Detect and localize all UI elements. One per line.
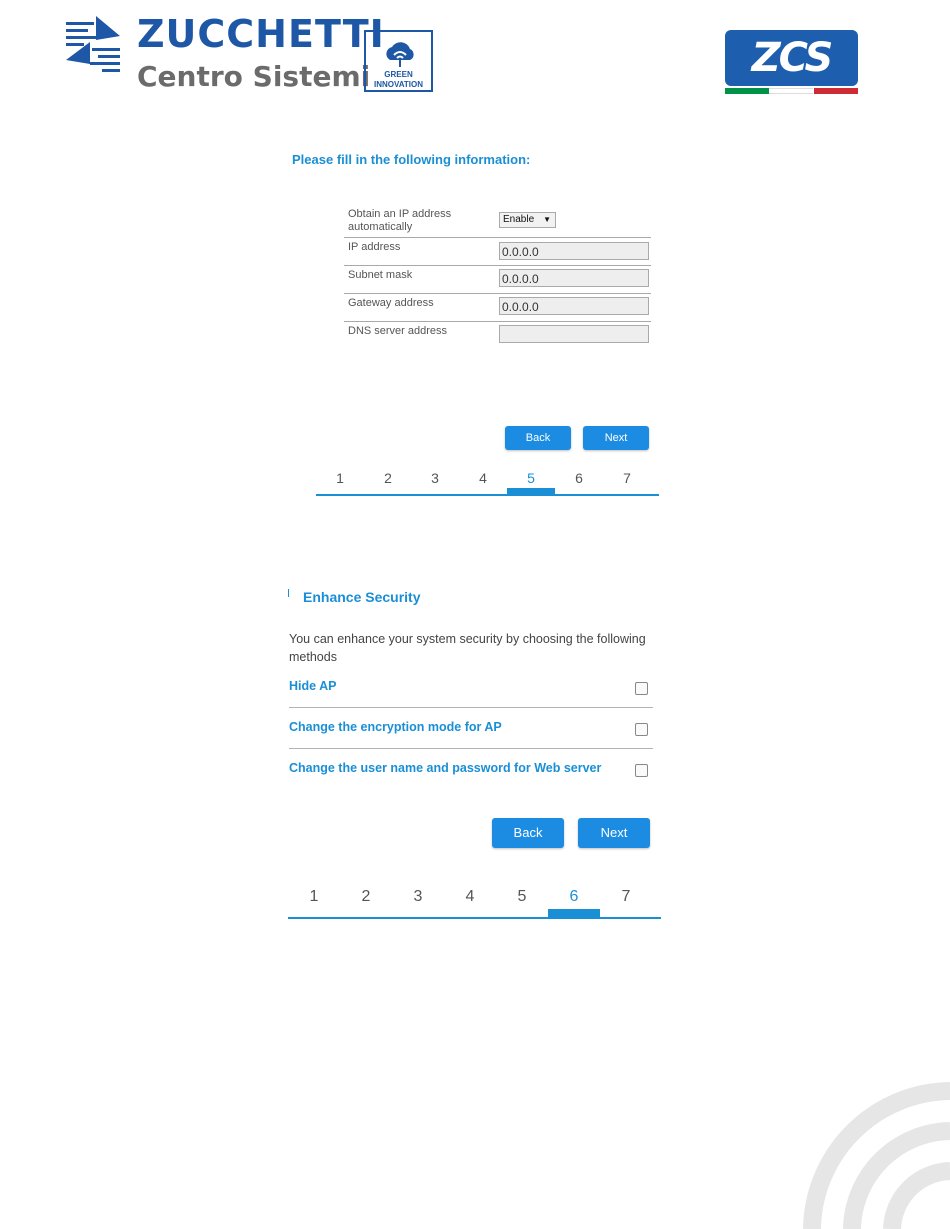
zucchetti-logo bbox=[62, 12, 442, 98]
decorative-arcs-icon bbox=[790, 1079, 950, 1229]
security-description: You can enhance your system security by choosing the following methods bbox=[289, 632, 646, 664]
step-6[interactable]: 6 bbox=[569, 888, 579, 905]
ip-address-label: IP address bbox=[348, 241, 401, 253]
network-form-title: Please fill in the following information: bbox=[292, 152, 531, 167]
zcs-logo-text: ZCS bbox=[725, 30, 858, 86]
next-button[interactable]: Next bbox=[578, 818, 650, 848]
encryption-mode-checkbox[interactable] bbox=[635, 723, 648, 736]
encryption-mode-option[interactable] bbox=[289, 720, 653, 760]
next-button[interactable]: Next bbox=[583, 426, 649, 450]
brand-subtitle: Centro Sistemi bbox=[137, 60, 371, 93]
subnet-mask-input[interactable]: 0.0.0.0 bbox=[499, 269, 649, 287]
dhcp-select[interactable] bbox=[499, 212, 556, 228]
option-divider bbox=[289, 748, 653, 749]
subnet-mask-row bbox=[344, 265, 651, 294]
green-innovation-badge bbox=[364, 30, 433, 92]
encryption-mode-label: Change the encryption mode for AP bbox=[289, 720, 502, 734]
web-credentials-label: Change the user name and password for Web server bbox=[289, 761, 602, 775]
dns-input[interactable] bbox=[499, 325, 649, 343]
step-2[interactable]: 2 bbox=[361, 888, 371, 905]
cloud-wifi-icon bbox=[383, 36, 417, 68]
dhcp-label: Obtain an IP address automatically bbox=[348, 208, 452, 233]
step-1[interactable]: 1 bbox=[309, 888, 319, 905]
step-indicator bbox=[316, 466, 659, 498]
step-6[interactable]: 6 bbox=[575, 470, 583, 486]
step-4[interactable]: 4 bbox=[479, 470, 487, 486]
step-2[interactable]: 2 bbox=[384, 470, 392, 486]
badge-line2: INNOVATION bbox=[373, 80, 424, 89]
step-4[interactable]: 4 bbox=[465, 888, 475, 905]
hide-ap-label: Hide AP bbox=[289, 679, 337, 693]
web-credentials-option[interactable] bbox=[289, 761, 653, 801]
hide-ap-checkbox[interactable] bbox=[635, 682, 648, 695]
step-5[interactable]: 5 bbox=[517, 888, 527, 905]
back-button[interactable]: Back bbox=[492, 818, 564, 848]
step-3[interactable]: 3 bbox=[413, 888, 423, 905]
ip-address-row bbox=[344, 238, 651, 266]
dropdown-arrow-icon: ▼ bbox=[543, 215, 551, 224]
security-title: Enhance Security bbox=[303, 589, 421, 605]
gateway-row bbox=[344, 293, 651, 322]
title-accent-bar bbox=[288, 589, 289, 597]
brand-name: ZUCCHETTI bbox=[137, 12, 385, 56]
flag-white-stripe bbox=[769, 88, 813, 94]
gateway-input[interactable]: 0.0.0.0 bbox=[499, 297, 649, 315]
back-button[interactable]: Back bbox=[505, 426, 571, 450]
flag-red-stripe bbox=[814, 88, 858, 94]
zucchetti-mark-icon bbox=[62, 12, 124, 78]
dhcp-row bbox=[344, 204, 651, 238]
zcs-logo bbox=[725, 30, 858, 95]
ip-address-input[interactable]: 0.0.0.0 bbox=[499, 242, 649, 260]
flag-green-stripe bbox=[725, 88, 769, 94]
badge-line1: GREEN bbox=[384, 70, 413, 79]
step-7[interactable]: 7 bbox=[621, 888, 631, 905]
step-1[interactable]: 1 bbox=[336, 470, 344, 486]
dhcp-select-value: Enable bbox=[503, 214, 535, 225]
step-5[interactable]: 5 bbox=[527, 470, 535, 486]
web-credentials-checkbox[interactable] bbox=[635, 764, 648, 777]
option-divider bbox=[289, 707, 653, 708]
dns-label: DNS server address bbox=[348, 325, 448, 337]
step-track bbox=[288, 917, 661, 919]
step-track bbox=[316, 494, 659, 496]
active-step-marker bbox=[507, 488, 555, 496]
active-step-marker bbox=[548, 909, 600, 918]
step-7[interactable]: 7 bbox=[623, 470, 631, 486]
step-indicator bbox=[288, 884, 661, 920]
step-3[interactable]: 3 bbox=[431, 470, 439, 486]
subnet-mask-label: Subnet mask bbox=[348, 269, 413, 281]
gateway-label: Gateway address bbox=[348, 297, 434, 309]
hide-ap-option[interactable] bbox=[289, 679, 653, 719]
dns-row bbox=[344, 321, 651, 349]
